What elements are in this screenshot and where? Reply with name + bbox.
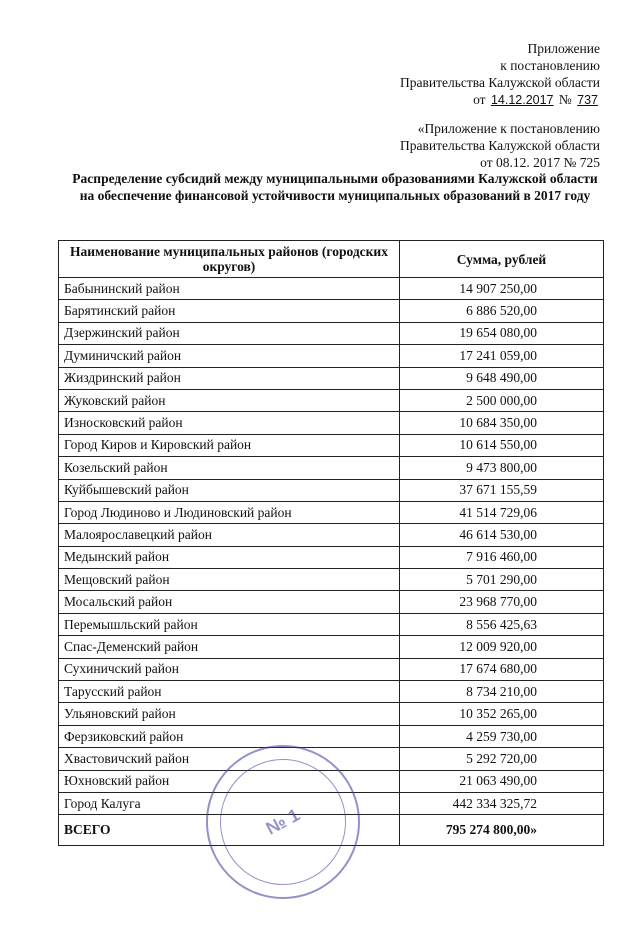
prior-approval-header [400,120,600,171]
column-header-sum: Сумма, рублей [400,241,604,278]
subsidy-amount: 21 063 490,00 [400,770,604,792]
subsidy-amount: 442 334 325,72 [400,792,604,814]
header-date-line [400,91,600,109]
date-prefix: от [473,92,486,107]
subsidy-amount: 17 674 680,00 [400,658,604,680]
table-row [59,501,604,523]
district-name: Город Калуга [59,792,400,814]
subsidy-amount: 12 009 920,00 [400,636,604,658]
subsidy-amount: 6 886 520,00 [400,300,604,322]
district-name: Куйбышевский район [59,479,400,501]
subsidy-amount: 41 514 729,06 [400,501,604,523]
table-row [59,613,604,635]
table-row [59,658,604,680]
total-label: ВСЕГО [59,815,400,846]
subsidy-amount: 17 241 059,00 [400,345,604,367]
subsidy-amount: 10 684 350,00 [400,412,604,434]
prior-header-line-2: Правительства Калужской области [399,138,600,153]
table-row [59,345,604,367]
total-amount: 795 274 800,00» [400,815,604,846]
district-name: Износковский район [59,412,400,434]
column-header-name: Наименование муниципальных районов (городских округов) [59,241,400,278]
district-name: Город Людиново и Людиновский район [59,501,400,523]
district-name: Мещовский район [59,569,400,591]
stamp-number: № 1 [262,804,303,839]
district-name: Тарусский район [59,681,400,703]
district-name: Бабынинский район [59,278,400,300]
table-row [59,322,604,344]
table-row [59,367,604,389]
district-name: Ферзиковский район [59,725,400,747]
district-name: Мосальский район [59,591,400,613]
subsidy-amount: 10 352 265,00 [400,703,604,725]
table-row [59,703,604,725]
district-name: Юхновский район [59,770,400,792]
table-row [59,434,604,456]
district-name: Спас-Деменский район [59,636,400,658]
table-row [59,591,604,613]
district-name: Город Киров и Кировский район [59,434,400,456]
subsidy-amount: 14 907 250,00 [400,278,604,300]
district-name: Малоярославецкий район [59,524,400,546]
table-row [59,300,604,322]
district-name: Барятинский район [59,300,400,322]
district-name: Медынский район [59,546,400,568]
table-row [59,524,604,546]
subsidy-amount: 7 916 460,00 [400,546,604,568]
district-name: Жуковский район [59,389,400,411]
prior-header-line-3: от 08.12. 2017 № 725 [480,155,600,170]
document-title: Распределение субсидий между муниципальными образованиями Калужской области на обеспечение финансовой устойчивости муниципальных образований в 2017 году [72,171,598,203]
district-name: Сухиничский район [59,658,400,680]
header-line-3: Правительства Калужской области [399,75,600,90]
table-row [59,546,604,568]
subsidy-amount: 8 734 210,00 [400,681,604,703]
subsidy-amount: 23 968 770,00 [400,591,604,613]
table-header-row [59,241,604,278]
approval-header [400,40,600,109]
date-value: 14.12.2017 [490,93,554,107]
subsidy-amount: 9 648 490,00 [400,367,604,389]
subsidy-table [58,240,604,846]
district-name: Перемышльский район [59,613,400,635]
subsidy-amount: 5 292 720,00 [400,748,604,770]
district-name: Жиздринский район [59,367,400,389]
number-prefix: № [558,92,572,107]
table-row [59,479,604,501]
district-name: Дзержинский район [59,322,400,344]
table-row [59,457,604,479]
header-line-1: Приложение [527,41,600,56]
header-line-2: к постановлению [500,58,600,73]
district-name: Козельский район [59,457,400,479]
subsidy-amount: 5 701 290,00 [400,569,604,591]
table-row [59,725,604,747]
table-row [59,569,604,591]
subsidy-amount: 37 671 155,59 [400,479,604,501]
table-row [59,681,604,703]
number-value: 737 [577,93,598,107]
table-row [59,389,604,411]
table-row [59,636,604,658]
table-row [59,278,604,300]
subsidy-amount: 19 654 080,00 [400,322,604,344]
district-name: Думиничский район [59,345,400,367]
subsidy-amount: 9 473 800,00 [400,457,604,479]
district-name: Хвастовичский район [59,748,400,770]
subsidy-amount: 46 614 530,00 [400,524,604,546]
subsidy-amount: 2 500 000,00 [400,389,604,411]
table-row [59,412,604,434]
district-name: Ульяновский район [59,703,400,725]
prior-header-line-1: «Приложение к постановлению [417,121,600,136]
subsidy-amount: 8 556 425,63 [400,613,604,635]
subsidy-amount: 4 259 730,00 [400,725,604,747]
subsidy-amount: 10 614 550,00 [400,434,604,456]
